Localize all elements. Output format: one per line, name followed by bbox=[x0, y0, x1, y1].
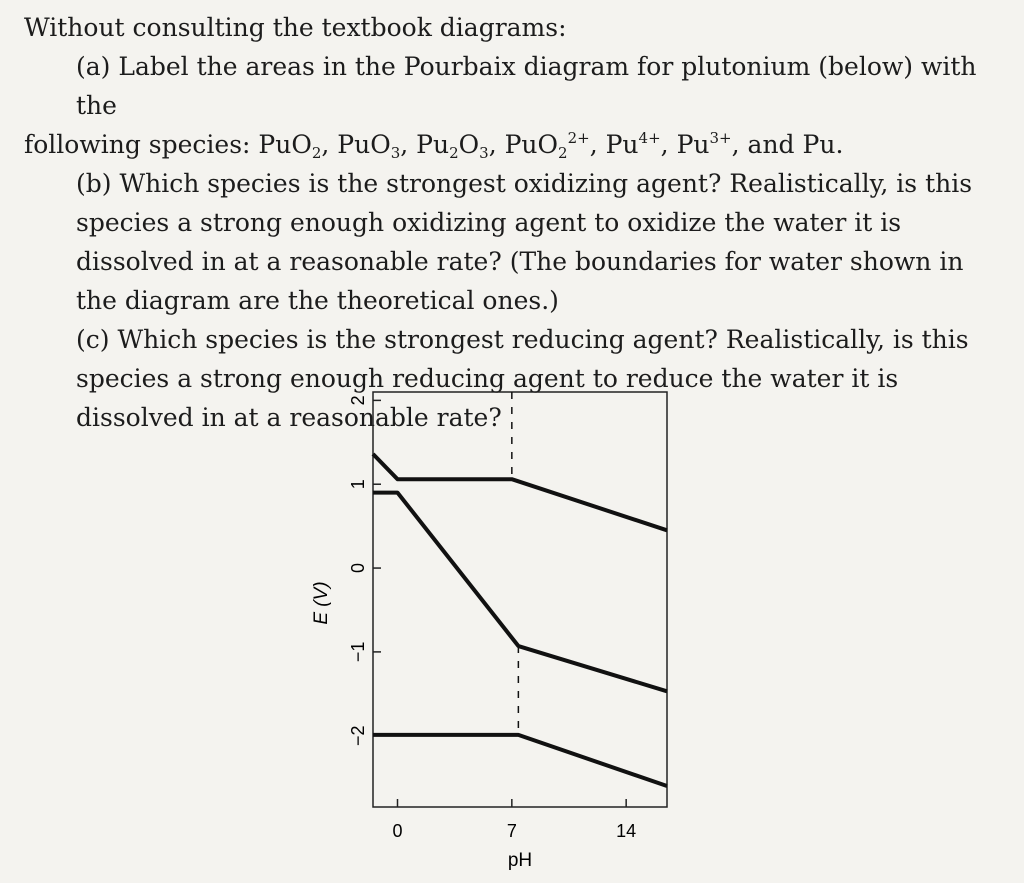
part-c-text: (c) Which species is the strongest reducing agent? Realistically, is this species a strong enough reducing agent to reduce the water it is dissolved in at a reasonable rate? bbox=[76, 325, 969, 432]
x-axis bbox=[392, 799, 636, 841]
y-tick-label: 1 bbox=[347, 479, 368, 490]
species-item: $Pu^{4+}$ bbox=[605, 129, 661, 159]
part-a-following: following species: bbox=[24, 130, 259, 159]
plot-frame bbox=[373, 392, 667, 807]
question-intro: Without consulting the textbook diagrams: bbox=[24, 13, 567, 42]
part-a-lead: (a) Label the areas in the Pourbaix diagram for plutonium (below) with the bbox=[76, 52, 977, 120]
x-axis-label: pH bbox=[507, 850, 533, 871]
species-item: PuO$_2^{2+}$ bbox=[504, 129, 590, 162]
y-tick-label: 2 bbox=[347, 395, 368, 406]
y-axis bbox=[348, 395, 381, 746]
boundary-lines bbox=[373, 392, 667, 786]
species-item: Pu bbox=[802, 130, 836, 159]
x-tick-label: 7 bbox=[506, 821, 517, 841]
part-b-text: (b) Which species is the strongest oxidizing agent? Realistically, is this species a strong enough oxidizing agent to oxidize the water it is dissolved in at a reasonable rate? (The boundaries for water shown in the diagram are the theoretical ones.) bbox=[76, 169, 973, 315]
x-tick-label: 0 bbox=[392, 821, 403, 841]
boundary-line bbox=[373, 735, 667, 786]
y-axis-label: E (V) bbox=[311, 581, 332, 625]
boundary-line bbox=[373, 493, 667, 692]
y-tick-label: −1 bbox=[347, 641, 368, 663]
species-item: $Pu_2O_3$ bbox=[416, 130, 489, 162]
x-tick-label: 14 bbox=[616, 821, 637, 841]
y-tick-label: −2 bbox=[347, 725, 368, 747]
y-tick-label: 0 bbox=[347, 563, 368, 574]
species-item: PuO$_3$ bbox=[337, 130, 401, 162]
species-list: PuO$_2$, PuO$_3$, $Pu_2O_3$, PuO$_2^{2+}$, $Pu^{4+}$, $Pu^{3+}$, and Pu. bbox=[258, 129, 844, 162]
species-item: PuO$_2$ bbox=[258, 130, 322, 162]
species-item: $Pu^{3+}$ bbox=[676, 129, 732, 159]
